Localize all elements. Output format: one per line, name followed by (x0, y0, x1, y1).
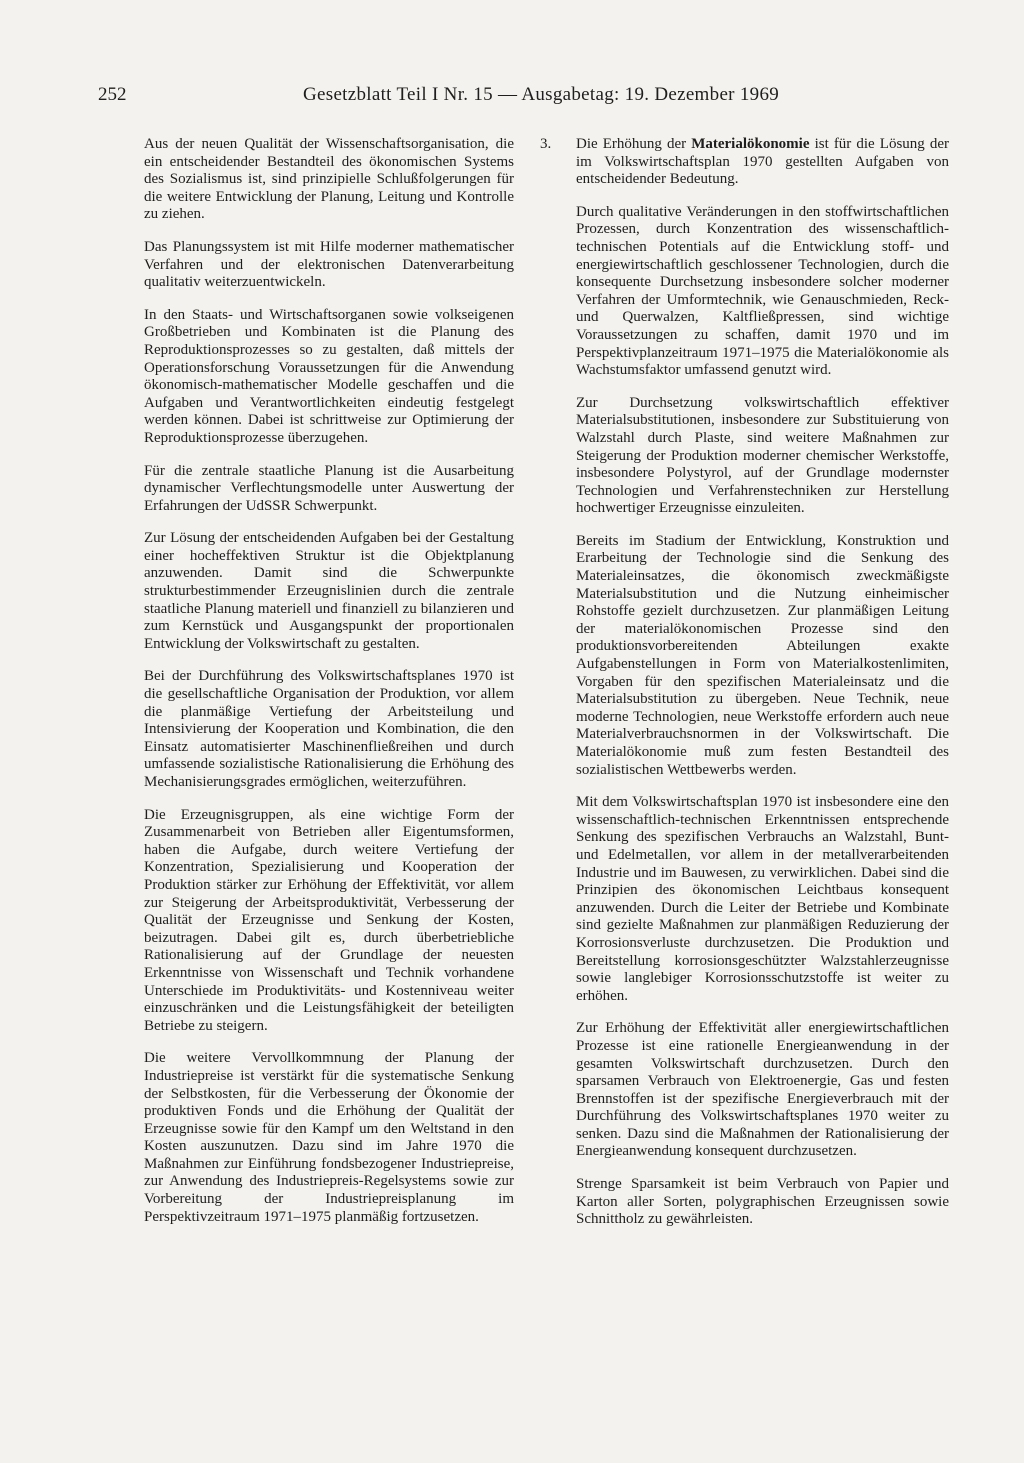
item-intro-bold: Materialökonomie (691, 136, 810, 152)
item-intro-after: ist für die Lösung der im Volkswirtschaftsplan 1970 gestellten Aufgaben von entscheidender Bedeutung. (576, 136, 950, 188)
paragraph: Für die zentrale staatliche Planung ist die Ausarbeitung dynamischer Verflechtungsmodelle unter Auswertung der Erfahrungen der UdSSR Schwerpunkt. (144, 462, 514, 514)
paragraph: Bei der Durchführung des Volkswirtschaftsplanes 1970 ist die gesellschaftliche Organisation der Produktion, vor allem die planmäßige Vertiefung der Arbeitsteilung und Intensivierung der Kooperation und Kombination, die den Einsatz automatisierter Maschinenfließreihen und durch umfassende sozialistische Rationalisierung die Erhöhung des Mechanisierungsgrades ermöglichen, weiterzuführen. (144, 668, 514, 790)
paragraph: Aus der neuen Qualität der Wissenschaftsorganisation, die ein entscheidender Bestandteil des ökonomischen Systems des Sozialismus ist, sind prinzipielle Schlußfolgerungen für die weitere Entwicklung der Planung, Leitung und Kontrolle zu ziehen. (144, 136, 514, 223)
item-intro (576, 136, 949, 189)
header-title: Gesetzblatt Teil I Nr. 15 — Ausgabetag: 19. Dezember 1969 (303, 84, 780, 105)
numbered-item (540, 136, 950, 189)
paragraph: Durch qualitative Veränderungen in den stoffwirtschaftlichen Prozessen, durch Konzentration des wissenschaftlich-technischen Potentials auf die Entwicklung stoff- und energiewirtschaftlich geschlossener Technologien, durch die konsequente Durchsetzung insbesondere solcher moderner Verfahren der Umformtechnik, wie Genauschmieden, Reck- und Querwalzen, Kaltfließpressen, sind wichtige Voraussetzungen zu schaffen, damit 1970 und im Perspektivplanzeitraum 1971–1975 die Materialökonomie als Wachstumsfaktor umfassend genutzt wird. (576, 203, 949, 379)
paragraph: Die weitere Vervollkommnung der Planung der Industriepreise ist verstärkt für die systematische Senkung der Selbstkosten, für die Verbesserung der Ökonomie der produktiven Fonds und die Erhöhung der Qualität der Erzeugnisse sowie für den Kampf um den Weltstand in den Kosten auszunutzen. Dazu sind im Jahre 1970 die Maßnahmen zur Einführung fondsbezogener Industriepreise, zur Anwendung des Industriepreis-Regelsystems sowie zur Vorbereitung der Industriepreisplanung im Perspektivzeitraum 1971–1975 planmäßig fortzusetzen. (144, 1050, 514, 1225)
paragraph: Mit dem Volkswirtschaftsplan 1970 ist insbesondere eine den wissenschaftlich-technischen Erkenntnissen entsprechende Senkung des spezifischen Verbrauchs an Walzstahl, Bunt- und Edelmetallen, vor allem in der metallverarbeitenden Industrie und im Bauwesen, zu verwirklichen. Dabei sind die Prinzipien des ökonomischen Leichtbaus konsequent anzuwenden. Durch die Leiter der Betriebe und Kombinate sind gezielte Maßnahmen zur planmäßigen Reduzierung der Korrosionsverluste durchzusetzen. Die Produktion und Bereitstellung korrosionsgeschützter Walzstahlerzeugnisse sowie langlebiger Korrosionsschutzstoffe ist weiter zu erhöhen. (576, 794, 949, 1004)
paragraph: Zur Lösung der entscheidenden Aufgaben bei der Gestaltung einer hocheffektiven Struktur ist die Objektplanung anzuwenden. Damit sind die Schwerpunkte strukturbestimmender Erzeugnislinien durch die zentrale staatliche Planung materiell und finanziell zu bilanzieren und zum Kernstück und Ausgangspunkt der proportionalen Entwicklung der Volkswirtschaft zu gestalten. (144, 530, 514, 652)
paragraph: Die Erzeugnisgruppen, als eine wichtige Form der Zusammenarbeit von Betrieben aller Eigentumsformen, haben die Aufgabe, durch weitere Vertiefung der Konzentration, Spezialisierung und Kooperation der Produktion stärker zur Erhöhung der Effektivität, vor allem zur Steigerung der Arbeitsproduktivität, Verbesserung der Qualität der Erzeugnisse und Senkung der Kosten, beizutragen. Dabei gilt es, durch überbetriebliche Rationalisierung auf der Grundlage der neuesten Erkenntnisse von Wissenschaft und Technik vorhandene Unterschiede im Produktivitäts- und Kostenniveau weiter einzuschränken und die Leistungsfähigkeit der beteiligten Betriebe zu steigern. (144, 806, 514, 1034)
left-column (144, 136, 514, 1241)
paragraph: Zur Durchsetzung volkswirtschaftlich effektiver Materialsubstitutionen, insbesondere zur Substituierung von Walzstahl durch Plaste, sind weitere Maßnahmen zur Steigerung der Produktion moderner chemischer Werkstoffe, insbesondere Polystyrol, auf der Grundlage modernster Technologien und Verfahrenstechniken zur Herstellung hochwertiger Erzeugnisse einzuleiten. (576, 394, 949, 517)
paragraph: Strenge Sparsamkeit ist beim Verbrauch von Papier und Karton aller Sorten, polygraphischen Erzeugnissen sowie Schnittholz zu gewährleisten. (576, 1176, 949, 1228)
paragraph: Bereits im Stadium der Entwicklung, Konstruktion und Erarbeitung der Technologie sind die Senkung des Materialeinsatzes, die ökonomisch zweckmäßigste Materialsubstitution und die Nutzung einheimischer Rohstoffe gezielt durchzusetzen. Zur planmäßigen Leitung der materialökonomischen Prozesse sind den produktionsvorbereitenden Abteilungen exakte Aufgabenstellungen in Form von Materialkostenlimiten, Vorgaben für den spezifischen Materialeinsatz und die Materialsubstitution zu übergeben. Neue Technik, neue moderne Technologien, neue Werkstoffe erfordern auch neue Materialverbrauchsnormen in der Volkswirtschaft. Die Materialökonomie muß zum festen Bestandteil des sozialistischen Wettbewerbs werden. (576, 532, 949, 778)
paragraph: Zur Erhöhung der Effektivität aller energiewirtschaftlichen Prozesse ist eine rationelle Energieanwendung in der gesamten Volkswirtschaft durchzusetzen. Durch den sparsamen Verbrauch von Elektroenergie, Gas und festen Brennstoffen ist der spezifische Energieverbrauch mit der Durchführung des Volkswirtschaftsplanes 1970 weiter zu senken. Dazu sind die Maßnahmen der Rationalisierung der Energieanwendung konsequent durchzusetzen. (576, 1020, 949, 1160)
item-number: 3. (540, 136, 552, 152)
item-intro-before: Die Erhöhung der (576, 136, 692, 152)
right-column (540, 136, 950, 1244)
paragraph: Das Planungssystem ist mit Hilfe moderner mathematischer Verfahren und der elektronischen Datenverarbeitung qualitativ weiterzuentwickeln. (144, 238, 514, 291)
page-header (98, 84, 888, 110)
paragraph: In den Staats- und Wirtschaftsorganen sowie volkseigenen Großbetrieben und Kombinaten ist die Planung des Reproduktionsprozesses so zu gestalten, daß mittels der Operationsforschung Voraussetzungen für die Anwendung ökonomisch-mathematischer Modelle geschaffen und die Aufgaben und Verantwortlichkeiten eindeutig festgelegt werden können. Dabei ist schrittweise zur Optimierung der Reproduktionsprozesse überzugehen. (144, 306, 514, 446)
page-number: 252 (98, 84, 127, 105)
